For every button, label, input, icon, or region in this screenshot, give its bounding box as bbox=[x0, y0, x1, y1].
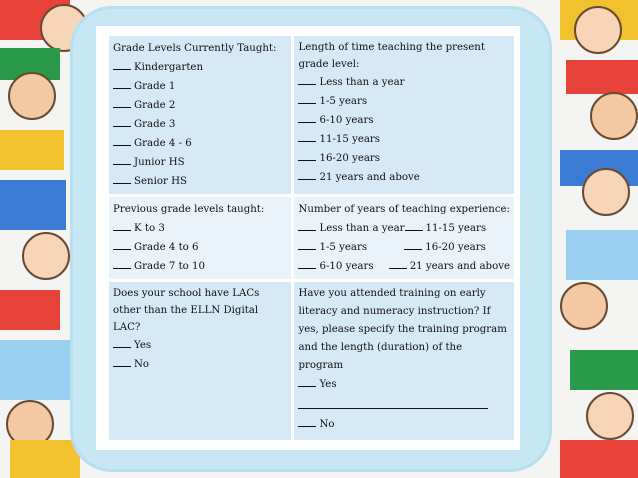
length-time-heading: Length of time teaching the present grade level: bbox=[298, 42, 485, 70]
option-21-years-above[interactable]: 21 years and above bbox=[298, 168, 510, 187]
option-grade-2[interactable]: Grade 2 bbox=[113, 96, 287, 115]
option-training-no[interactable]: No bbox=[298, 415, 510, 434]
years-experience-cell bbox=[294, 197, 514, 279]
option-kindergarten[interactable]: Kindergarten bbox=[113, 58, 287, 77]
option-grade-3[interactable]: Grade 3 bbox=[113, 115, 287, 134]
option-16-20-years[interactable]: 16-20 years bbox=[298, 149, 510, 168]
training-specify-field[interactable] bbox=[298, 394, 488, 409]
option-senior-hs[interactable]: Senior HS bbox=[113, 172, 287, 191]
option-grade-7-to-10[interactable]: Grade 7 to 10 bbox=[113, 257, 287, 276]
option-exp-6-10-years[interactable]: 6-10 years bbox=[298, 257, 388, 276]
option-exp-16-20-years[interactable]: 16-20 years bbox=[404, 238, 510, 257]
option-11-15-years[interactable]: 11-15 years bbox=[298, 130, 510, 149]
option-lacs-yes[interactable]: Yes bbox=[113, 336, 287, 355]
grade-levels-cell bbox=[109, 36, 291, 194]
grade-levels-heading: Grade Levels Currently Taught: bbox=[113, 43, 277, 54]
lacs-cell bbox=[109, 282, 291, 440]
teacher-profile-form bbox=[106, 33, 517, 443]
option-junior-hs[interactable]: Junior HS bbox=[113, 153, 287, 172]
option-exp-11-15-years[interactable]: 11-15 years bbox=[405, 219, 510, 238]
option-lacs-no[interactable]: No bbox=[113, 355, 287, 374]
previous-grades-heading: Previous grade levels taught: bbox=[113, 204, 265, 215]
option-1-5-years[interactable]: 1-5 years bbox=[298, 92, 510, 111]
option-6-10-years[interactable]: 6-10 years bbox=[298, 111, 510, 130]
option-exp-1-5-years[interactable]: 1-5 years bbox=[298, 238, 404, 257]
option-less-than-year[interactable]: Less than a year bbox=[298, 73, 510, 92]
training-cell bbox=[294, 282, 514, 440]
option-k-to-3[interactable]: K to 3 bbox=[113, 219, 287, 238]
option-training-yes[interactable]: Yes bbox=[298, 375, 510, 394]
option-grade-4-to-6[interactable]: Grade 4 to 6 bbox=[113, 238, 287, 257]
option-exp-21-years-above[interactable]: 21 years and above bbox=[389, 257, 510, 276]
option-exp-less-than-year[interactable]: Less than a year bbox=[298, 219, 404, 238]
length-time-cell bbox=[294, 36, 514, 194]
training-heading: Have you attended training on early literacy and numeracy instruction? If yes, please specify the training program and the length (duration) of the program bbox=[298, 288, 507, 371]
option-grade-1[interactable]: Grade 1 bbox=[113, 77, 287, 96]
option-grade-4-6[interactable]: Grade 4 - 6 bbox=[113, 134, 287, 153]
lacs-heading: Does your school have LACs other than the ELLN Digital LAC? bbox=[113, 288, 260, 333]
previous-grades-cell bbox=[109, 197, 291, 279]
years-experience-heading: Number of years of teaching experience: bbox=[298, 204, 510, 215]
